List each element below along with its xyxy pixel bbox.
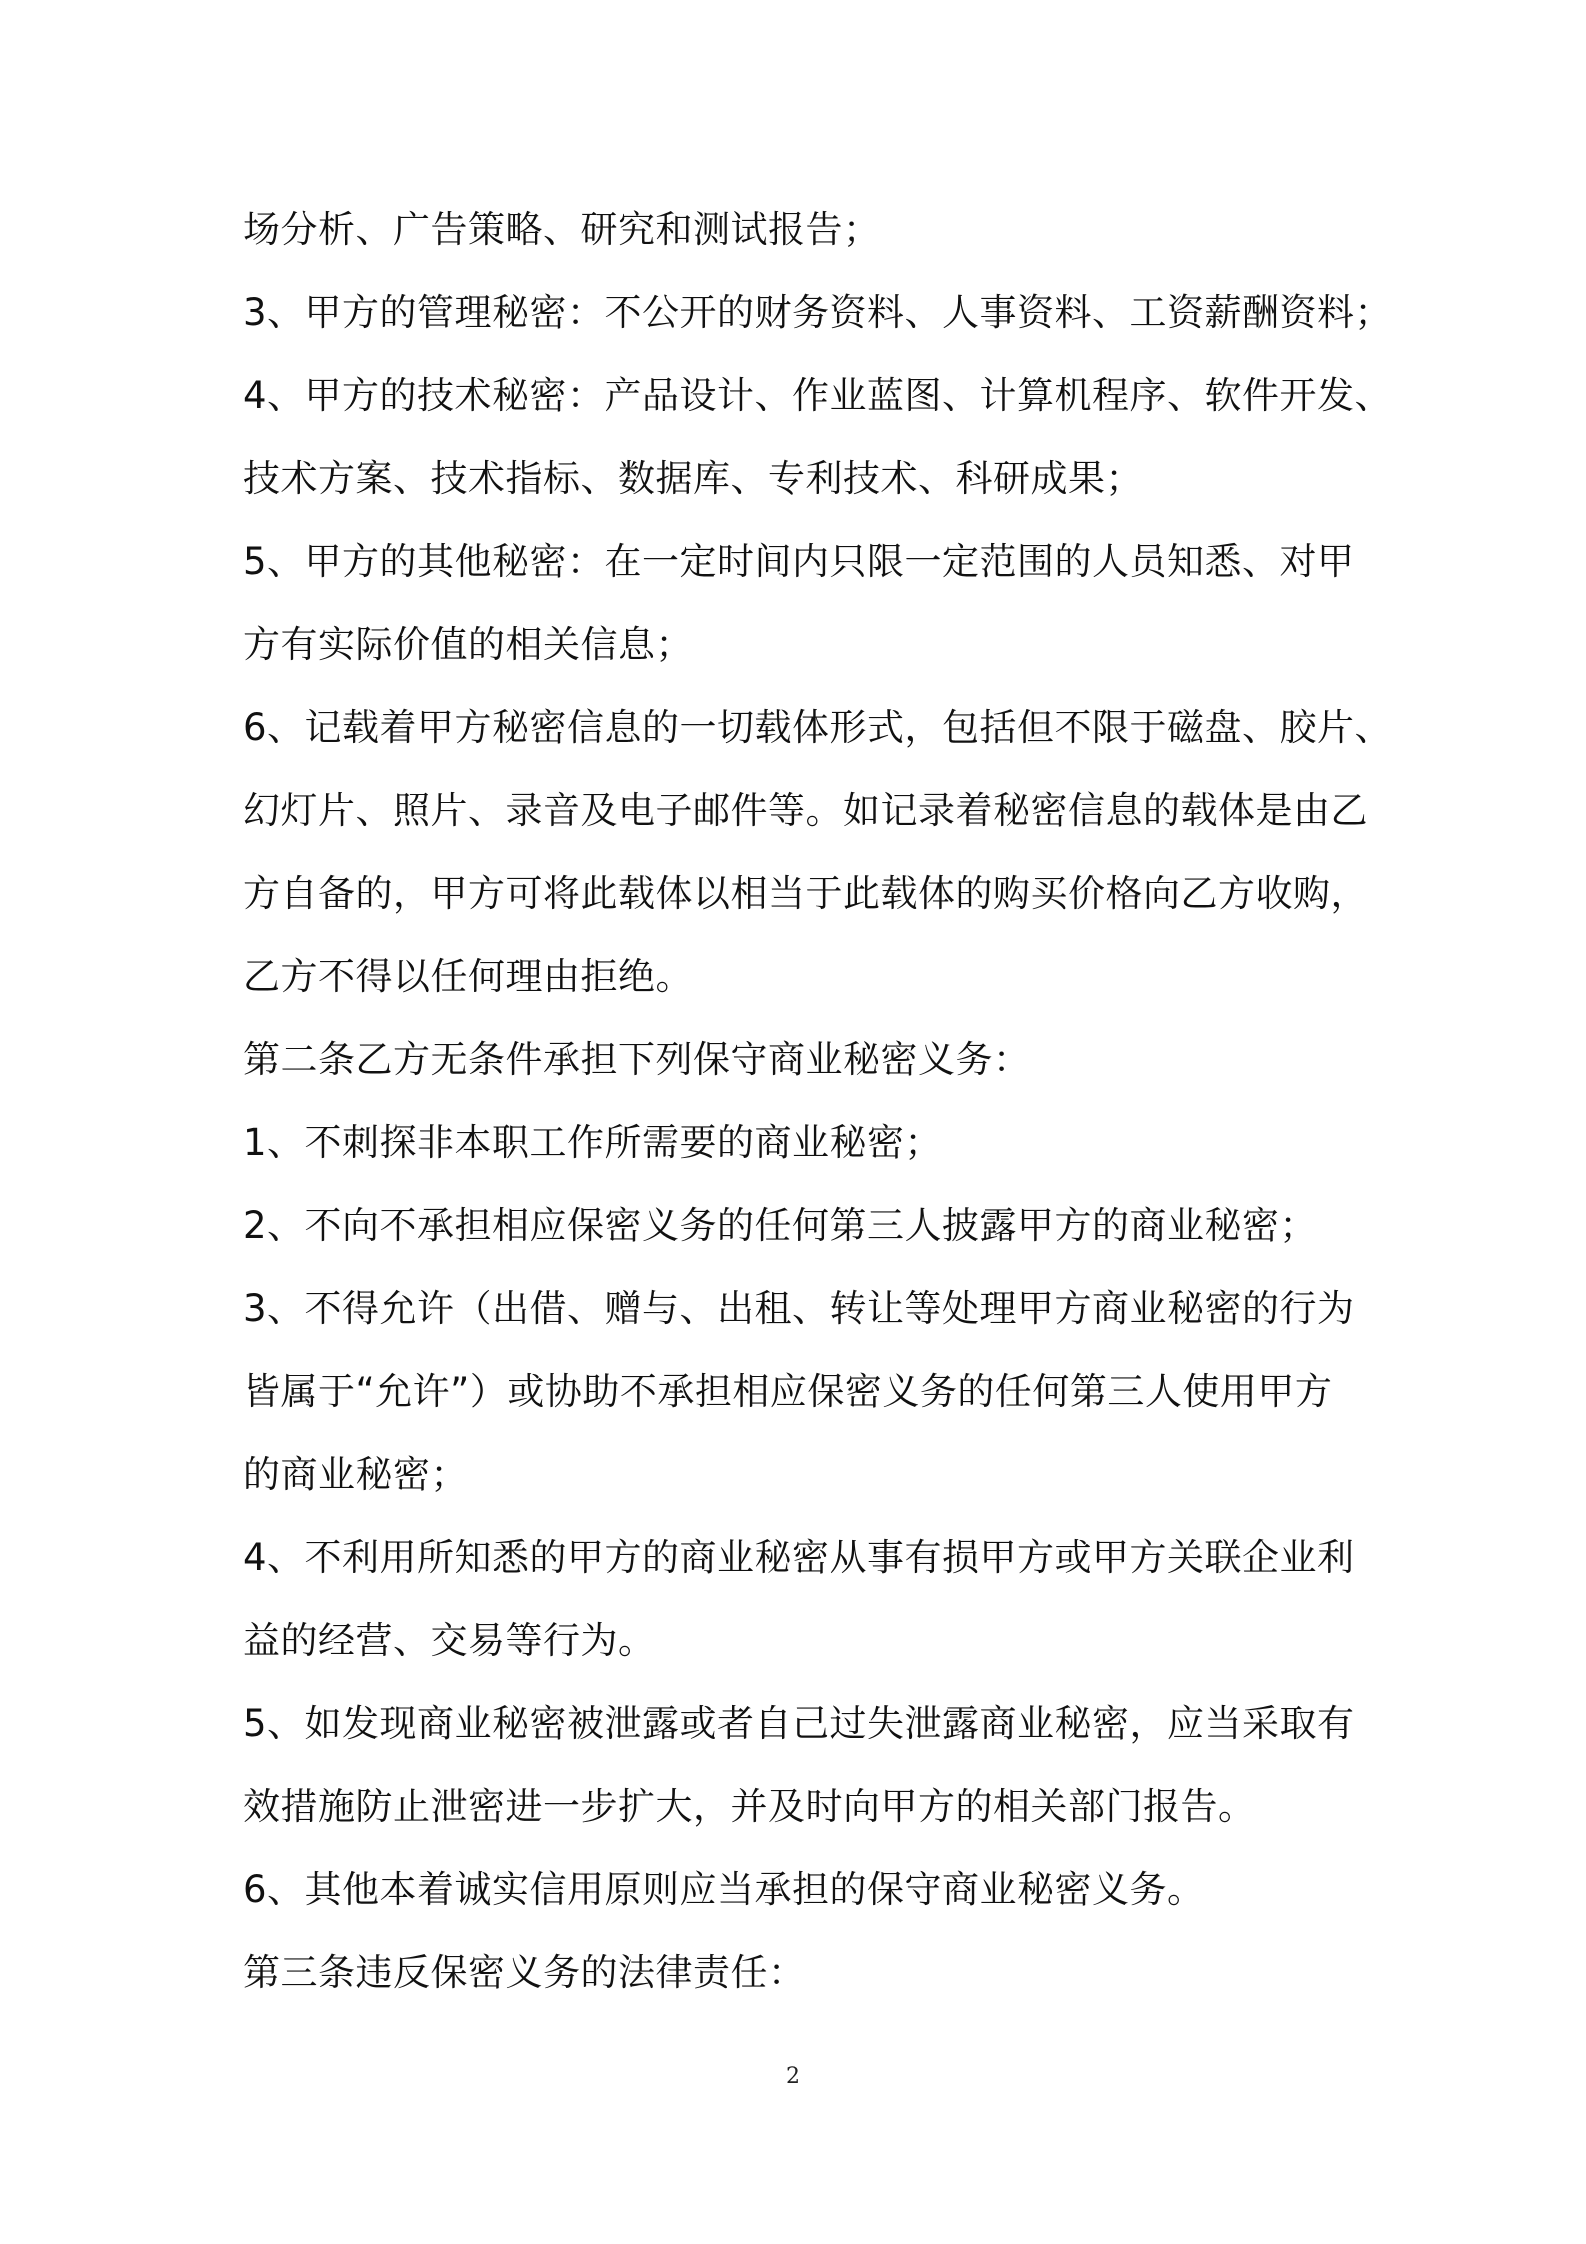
text-line: 效措施防止泄密进一步扩大，并及时向甲方的相关部门报告。 [243,1785,1256,1828]
text-line: 3、不得允许（出借、赠与、出租、转让等处理甲方商业秘密的行为 [243,1287,1355,1330]
text-line: 5、甲方的其他秘密：在一定时间内只限一定范围的人员知悉、对甲 [243,540,1355,583]
text-line: 的商业秘密； [243,1453,468,1496]
article-heading: 第二条乙方无条件承担下列保守商业秘密义务： [243,1038,1031,1081]
article-heading: 第三条违反保密义务的法律责任： [243,1951,806,1994]
text-line: 5、如发现商业秘密被泄露或者自己过失泄露商业秘密，应当采取有 [243,1702,1355,1745]
text-line: 6、记载着甲方秘密信息的一切载体形式，包括但不限于磁盘、胶片、 [243,706,1393,749]
document-body [243,198,1393,2024]
text-line: 场分析、广告策略、研究和测试报告； [243,208,881,251]
text-line: 方有实际价值的相关信息； [243,623,693,666]
text-line: 3、甲方的管理秘密：不公开的财务资料、人事资料、工资薪酬资料； [243,291,1393,334]
text-line: 技术方案、技术指标、数据库、专利技术、科研成果； [243,457,1143,500]
text-line: 4、甲方的技术秘密：产品设计、作业蓝图、计算机程序、软件开发、 [243,374,1393,417]
text-line: 4、不利用所知悉的甲方的商业秘密从事有损甲方或甲方关联企业利 [243,1536,1355,1579]
text-line: 皆属于“允许”）或协助不承担相应保密义务的任何第三人使用甲方 [243,1370,1333,1413]
text-line: 乙方不得以任何理由拒绝。 [243,955,693,998]
text-line: 方自备的，甲方可将此载体以相当于此载体的购买价格向乙方收购， [243,872,1368,915]
text-line: 益的经营、交易等行为。 [243,1619,656,1662]
text-line: 6、其他本着诚实信用原则应当承担的保守商业秘密义务。 [243,1868,1205,1911]
text-line: 幻灯片、照片、录音及电子邮件等。如记录着秘密信息的载体是由乙 [243,789,1368,832]
text-line: 2、不向不承担相应保密义务的任何第三人披露甲方的商业秘密； [243,1204,1318,1247]
page-number: 2 [786,2064,800,2089]
text-line: 1、不刺探非本职工作所需要的商业秘密； [243,1121,943,1164]
